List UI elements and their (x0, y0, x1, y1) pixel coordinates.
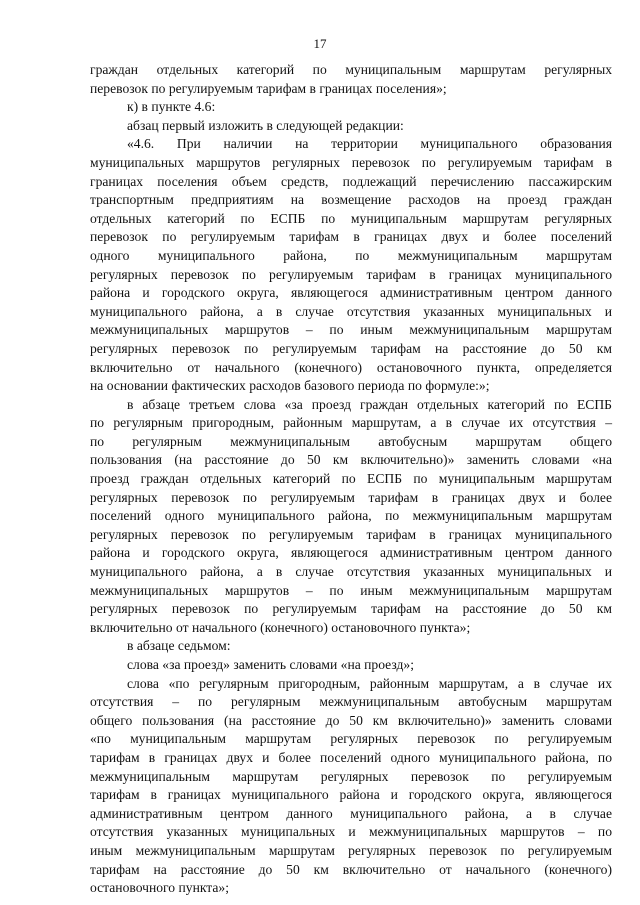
text-line: регулярных перевозок по регулируемым тарифам в границах муниципального (90, 266, 612, 282)
text-line: абзац первый изложить в следующей редакции: (127, 117, 404, 133)
text-line: межмуниципальных маршрутов – по иным межмуниципальным маршрутам (90, 582, 612, 598)
text-line: по регулярным пригородным, районным маршрутам, а в случае их отсутствия – (90, 415, 612, 431)
text-line: одного муниципального района, по межмуниципальным маршрутам (90, 247, 612, 263)
text-line: регулярных перевозок по регулируемым тарифам в границах двух и более (90, 489, 612, 505)
text-line: в абзаце седьмом: (127, 638, 231, 654)
text-line: транспортным предприятиям на возмещение расходов на проезд граждан (90, 192, 612, 208)
text-line: перевозок по регулируемым тарифам в границах двух и более поселений (90, 229, 612, 245)
text-line: района и городского округа, являющегося административным центром данного (90, 285, 612, 301)
text-line: пользования (на расстояние до 50 км включительно)» заменить словами «на (90, 452, 612, 468)
text-line: перевозок по регулируемым тарифам в границах поселения»; (90, 80, 447, 96)
text-line: района и городского округа, являющегося административным центром данного (90, 545, 612, 561)
document-body (90, 61, 612, 898)
text-line: слова «за проезд» заменить словами «на проезд»; (127, 657, 414, 672)
text-line: отсутствия – по регулярным межмуниципальным автобусным маршрутам (90, 694, 612, 710)
text-line: по регулярным межмуниципальным автобусным маршрутам общего (90, 433, 612, 449)
page-number: 17 (313, 36, 327, 51)
text-line: муниципального района, а в случае отсутствия указанных муниципальных и (90, 564, 612, 580)
text-line: проезд граждан отдельных категорий по ЕСПБ по муниципальным маршрутам (90, 471, 612, 487)
text-line: административным центром данного муниципального района, а в случае (90, 805, 612, 821)
text-line: границах поселения объем средств, подлежащий перечислению пассажирским (90, 173, 612, 189)
text-line: слова «по регулярным пригородным, районным маршрутам, а в случае их (127, 675, 612, 691)
text-line: «по муниципальным маршрутам регулярных перевозок по регулируемым (90, 731, 612, 747)
text-line: отсутствия указанных муниципальных и межмуниципальных маршрутов – по (90, 824, 612, 840)
text-line: межмуниципальных маршрутов – по иным межмуниципальным маршрутам (90, 322, 612, 338)
text-line: остановочного пункта»; (90, 880, 229, 896)
text-line: муниципальных маршрутов регулярных перевозок по регулируемым тарифам в (90, 154, 612, 170)
text-line: регулярных перевозок по регулируемым тарифам в границах муниципального (90, 526, 612, 542)
text-line: на основании фактических расходов базового периода по формуле:»; (90, 378, 490, 394)
text-line: иным межмуниципальным маршрутам регулярных перевозок по регулируемым (90, 842, 612, 858)
text-line: в абзаце третьем слова «за проезд граждан отдельных категорий по ЕСПБ (127, 396, 612, 412)
text-line: регулярных перевозок по регулируемым тарифам на расстояние до 50 км (90, 601, 612, 617)
text-line: регулярных перевозок по регулируемым тарифам на расстояние до 50 км (90, 340, 612, 356)
text-line: тарифам на расстояние до 50 км включительно от начального (конечного) (90, 861, 612, 877)
text-line: тарифам в границах двух и более поселений одного муниципального района, по (90, 749, 612, 765)
text-line: отдельных категорий по ЕСПБ по муниципальным маршрутам регулярных (90, 210, 612, 226)
text-line: включительно от начального (конечного) остановочного пункта, определяется (90, 359, 612, 375)
text-line: муниципального района, а в случае отсутствия указанных муниципальных и (90, 303, 612, 319)
text-line: межмуниципальным маршрутам регулярных перевозок по регулируемым (90, 768, 612, 784)
text-line: поселений одного муниципального района, по межмуниципальным маршрутам (90, 508, 612, 524)
text-line: граждан отдельных категорий по муниципальным маршрутам регулярных (90, 62, 612, 77)
text-line: «4.6. При наличии на территории муниципального образования (127, 136, 612, 152)
text-line: общего пользования (на расстояние до 50 км включительно)» заменить словами (90, 712, 612, 728)
text-line: включительно от начального (конечного) остановочного пункта»; (90, 619, 471, 635)
text-line: к) в пункте 4.6: (127, 99, 216, 115)
text-line: тарифам в границах муниципального района и городского округа, являющегося (90, 787, 612, 803)
